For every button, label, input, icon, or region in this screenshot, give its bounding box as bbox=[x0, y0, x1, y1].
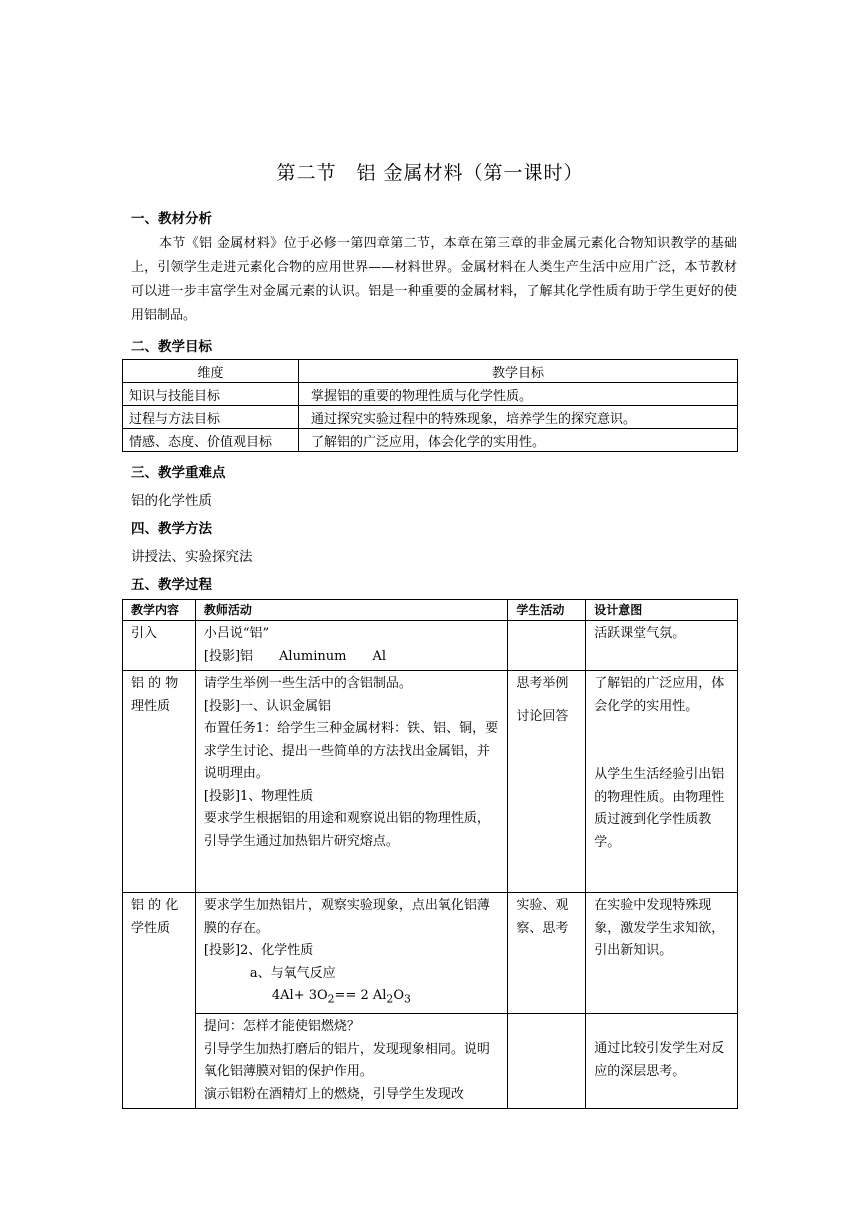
content-cell: 铝 的 物理性质 bbox=[123, 671, 196, 893]
teacher-cell bbox=[195, 671, 508, 893]
goals-header-row bbox=[123, 360, 738, 383]
intent-cell: 在实验中发现特殊现象，激发学生求知欲，引出新知识。 bbox=[586, 893, 738, 1014]
table-row bbox=[123, 429, 738, 452]
process-header-student: 学生活动 bbox=[508, 600, 586, 621]
teacher-line: 提问：怎样才能使铝燃烧？ bbox=[203, 1019, 360, 1035]
teacher-line: 要求学生根据铝的用途和观察说出铝的物理性质，引导学生通过加热铝片研究熔点。 bbox=[203, 811, 490, 849]
teacher-line: [投影]1、物理性质 bbox=[203, 788, 314, 804]
section-heading-process: 五、教学过程 bbox=[131, 577, 212, 593]
goal-dimension: 知识与技能目标 bbox=[123, 383, 299, 406]
keypoints-text: 铝的化学性质 bbox=[131, 493, 212, 509]
goal-dimension: 过程与方法目标 bbox=[123, 406, 299, 429]
process-header-row bbox=[123, 600, 738, 621]
process-header-content: 教学内容 bbox=[123, 600, 196, 621]
process-header-teacher: 教师活动 bbox=[195, 600, 508, 621]
goals-header-dimension: 维度 bbox=[123, 360, 299, 383]
section-heading-goals: 二、教学目标 bbox=[131, 339, 212, 355]
student-cell bbox=[508, 621, 586, 671]
teacher-cell bbox=[195, 621, 508, 671]
goal-dimension: 情感、态度、价值观目标 bbox=[123, 429, 299, 452]
goal-text: 掌握铝的重要的物理性质与化学性质。 bbox=[299, 383, 738, 406]
process-header-intent: 设计意图 bbox=[586, 600, 738, 621]
page-title: 第二节 铝 金属材料（第一课时） bbox=[276, 162, 584, 184]
goal-text: 了解铝的广泛应用，体会化学的实用性。 bbox=[299, 429, 738, 452]
teacher-cell bbox=[195, 893, 508, 1014]
goal-text: 通过探究实验过程中的特殊现象，培养学生的探究意识。 bbox=[299, 406, 738, 429]
teacher-line: 请学生举例一些生活中的含铝制品。 bbox=[203, 676, 412, 691]
student-cell: 实验、观察、思考 bbox=[508, 893, 586, 1014]
teacher-line: [投影]2、化学性质 bbox=[203, 943, 314, 958]
teacher-line: 布置任务1：给学生三种金属材料：铁、铝、铜，要求学生讨论、提出一些简单的方法找出金属铝，并说明理由。 bbox=[203, 721, 499, 781]
teacher-cell bbox=[195, 1014, 508, 1109]
table-row bbox=[123, 383, 738, 406]
intent-line: 了解铝的广泛应用，体会化学的实用性。 bbox=[594, 676, 725, 714]
intent-cell: 通过比较引发学生对反应的深层思考。 bbox=[586, 1014, 738, 1109]
teacher-line: 要求学生加热铝片，观察实验现象，点出氧化铝薄膜的存在。 bbox=[203, 898, 490, 936]
section-heading-keypoints: 三、教学重难点 bbox=[131, 465, 226, 481]
table-row bbox=[123, 893, 738, 1014]
process-table bbox=[122, 599, 738, 1109]
goals-header-goal: 教学目标 bbox=[299, 360, 738, 383]
intent-line: 从学生生活经验引出铝的物理性质。由物理性质过渡到化学性质教学。 bbox=[594, 767, 725, 850]
content-cell: 引入 bbox=[123, 621, 196, 671]
section-heading-methods: 四、教学方法 bbox=[131, 521, 212, 537]
teacher-line: a、与氧气反应 bbox=[249, 965, 336, 981]
chemical-equation: $4Al+ 3O_2== 2$ $Al_2O_3$ bbox=[271, 988, 411, 1006]
analysis-paragraph: 本节《铝 金属材料》位于必修一第四章第二节，本章在第三章的非金属元素化合物知识教学的基础上，引领学生走进元素化合物的应用世界——材料世界。金属材料在人类生产生活中应用广泛，本节教材可以进一步丰富学生对金属元素的认识。铝是一种重要的金属材料，了解其化学性质有助于学生更好的使用铝制品。 bbox=[131, 236, 737, 323]
table-row bbox=[123, 406, 738, 429]
methods-text: 讲授法、实验探究法 bbox=[131, 549, 253, 565]
intent-cell bbox=[586, 671, 738, 893]
section-heading-analysis: 一、教材分析 bbox=[131, 211, 212, 227]
teacher-line: [投影]一、认识金属铝 bbox=[203, 698, 332, 714]
table-row bbox=[123, 671, 738, 893]
teacher-line: 小吕说“铝” bbox=[203, 626, 270, 641]
student-line: 思考举例 bbox=[516, 676, 569, 691]
table-row bbox=[123, 1014, 738, 1109]
teacher-line: 引导学生加热打磨后的铝片，发现现象相同。说明氧化铝薄膜对铝的保护作用。 bbox=[203, 1041, 490, 1080]
teacher-line: [投影]铝 Aluminum Al bbox=[203, 648, 387, 664]
intent-cell: 活跃课堂气氛。 bbox=[586, 621, 738, 671]
student-cell bbox=[508, 671, 586, 893]
table-row bbox=[123, 621, 738, 671]
content-cell: 铝 的 化学性质 bbox=[123, 893, 196, 1109]
student-line: 讨论回答 bbox=[516, 708, 569, 724]
goals-table bbox=[122, 359, 738, 452]
student-cell bbox=[508, 1014, 586, 1109]
teacher-line: 演示铝粉在酒精灯上的燃烧，引导学生发现改 bbox=[203, 1086, 464, 1102]
